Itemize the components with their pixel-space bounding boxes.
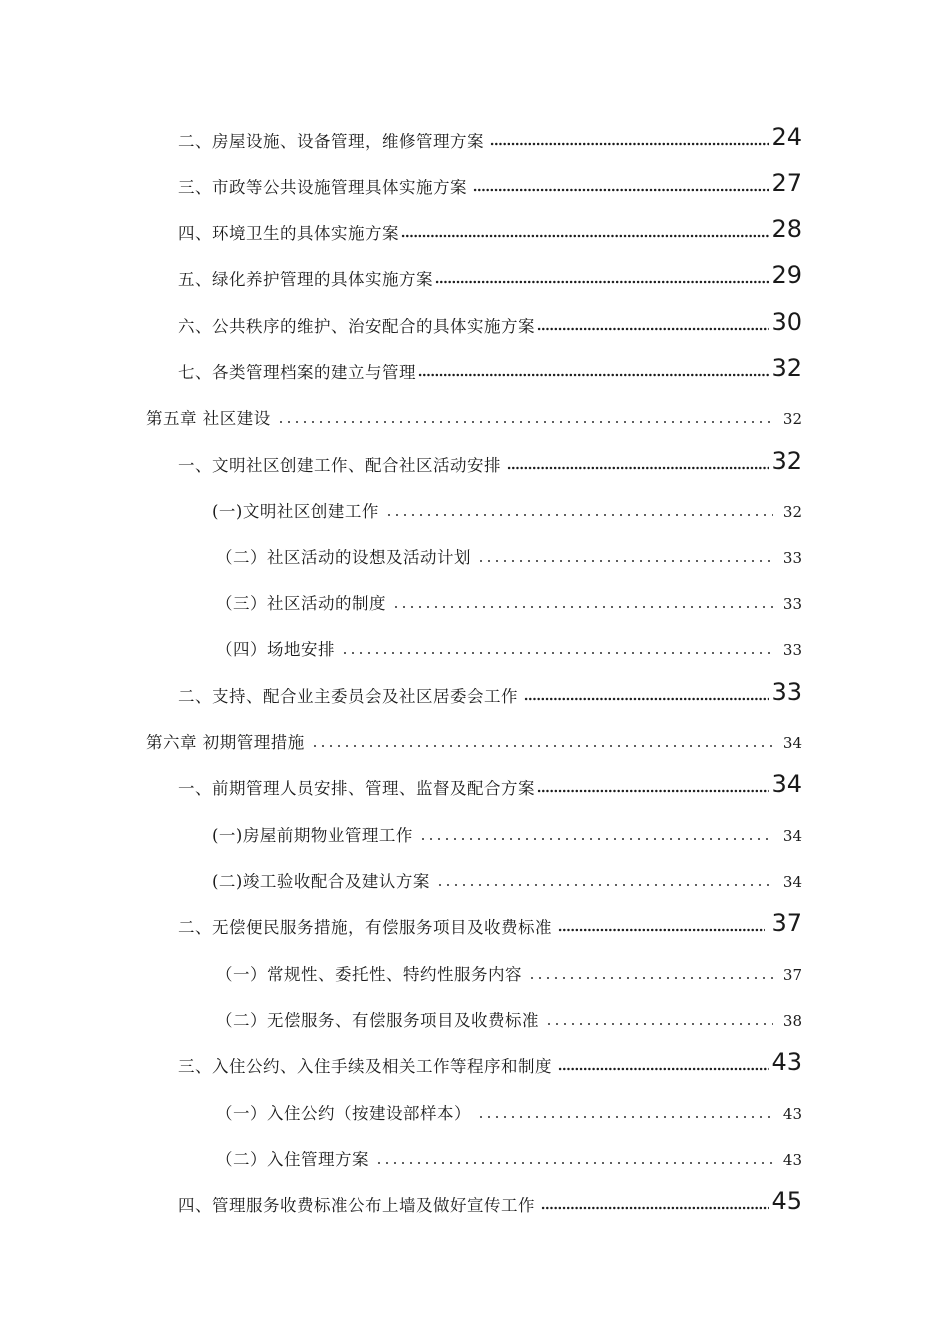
toc-entry[interactable]	[178, 212, 802, 244]
toc-page-number: 32	[771, 354, 802, 382]
toc-entry[interactable]	[178, 444, 802, 476]
toc-entry-label: （二）入住管理方案	[216, 1150, 369, 1169]
toc-subentry[interactable]	[216, 999, 802, 1031]
toc-dot-leader	[477, 1115, 773, 1119]
toc-entry[interactable]	[178, 351, 802, 383]
toc-entry-label: 三、入住公约、入住手续及相关工作等程序和制度	[178, 1057, 552, 1076]
toc-dot-leader	[541, 1206, 769, 1210]
toc-entry-label: （三）社区活动的制度	[216, 594, 386, 613]
toc-entry-label: 二、无偿便民服务措施，有偿服务项目及收费标准	[178, 918, 552, 937]
toc-page-number: 33	[782, 595, 802, 613]
toc-page-number: 43	[782, 1105, 802, 1123]
toc-subentry[interactable]	[216, 582, 802, 614]
toc-page-number: 34	[771, 770, 802, 798]
toc-page-number: 30	[771, 308, 802, 336]
toc-chapter-entry[interactable]	[146, 397, 802, 429]
toc-page-number: 37	[782, 966, 802, 984]
toc-entry-label: 七、各类管理档案的建立与管理	[178, 363, 416, 382]
toc-dot-leader	[545, 1022, 773, 1026]
toc-dot-leader	[385, 513, 773, 517]
toc-chapter-entry[interactable]	[146, 721, 802, 753]
toc-entry-label: 第五章 社区建设	[146, 409, 271, 428]
toc-entry[interactable]	[178, 120, 802, 152]
toc-dot-leader	[490, 142, 769, 146]
toc-page-number: 37	[771, 909, 802, 937]
toc-dot-leader	[435, 280, 769, 284]
toc-dot-leader	[473, 188, 769, 192]
toc-dot-leader	[528, 976, 773, 980]
toc-entry[interactable]	[178, 1184, 802, 1216]
toc-entry-label: （二）无偿服务、有偿服务项目及收费标准	[216, 1011, 539, 1030]
toc-subentry[interactable]	[212, 860, 802, 892]
toc-dot-leader	[537, 327, 769, 331]
toc-entry-label: 五、绿化养护管理的具体实施方案	[178, 270, 433, 289]
toc-dot-leader	[401, 234, 769, 238]
toc-page-number: 28	[771, 215, 802, 243]
toc-dot-leader	[418, 373, 769, 377]
toc-entry-label: （一）入住公约（按建设部样本）	[216, 1104, 471, 1123]
toc-entry-label: (二)竣工验收配合及建认方案	[212, 872, 430, 891]
toc-subentry[interactable]	[212, 490, 802, 522]
toc-dot-leader	[375, 1161, 773, 1165]
toc-dot-leader	[537, 789, 769, 793]
toc-subentry[interactable]	[212, 814, 802, 846]
toc-dot-leader	[392, 605, 773, 609]
toc-subentry[interactable]	[216, 628, 802, 660]
toc-dot-leader	[277, 420, 773, 424]
toc-page-number: 27	[771, 169, 802, 197]
toc-entry-label: （二）社区活动的设想及活动计划	[216, 548, 471, 567]
toc-page-number: 32	[782, 503, 802, 521]
toc-entry[interactable]	[178, 166, 802, 198]
toc-entry-label: 第六章 初期管理措施	[146, 733, 305, 752]
toc-dot-leader	[341, 651, 773, 655]
toc-dot-leader	[436, 883, 773, 887]
toc-dot-leader	[558, 928, 765, 932]
toc-subentry[interactable]	[216, 953, 802, 985]
toc-dot-leader	[524, 697, 769, 701]
toc-dot-leader	[558, 1067, 769, 1071]
toc-entry[interactable]	[178, 906, 802, 938]
toc-page-number: 32	[771, 447, 802, 475]
toc-entry-label: (一)文明社区创建工作	[212, 502, 379, 521]
toc-entry-label: 三、市政等公共设施管理具体实施方案	[178, 178, 467, 197]
toc-entry-label: 二、房屋设施、设备管理，维修管理方案	[178, 132, 484, 151]
toc-dot-leader	[419, 837, 773, 841]
toc-page-number: 38	[782, 1012, 802, 1030]
toc-entry[interactable]	[178, 258, 802, 290]
toc-entry-label: (一)房屋前期物业管理工作	[212, 826, 413, 845]
toc-entry[interactable]	[178, 767, 802, 799]
toc-page-number: 32	[782, 410, 802, 428]
toc-dot-leader	[477, 559, 773, 563]
toc-page-number: 29	[771, 261, 802, 289]
toc-entry[interactable]	[178, 675, 802, 707]
toc-page-number: 34	[782, 873, 802, 891]
toc-page-number: 33	[771, 678, 802, 706]
toc-entry-label: 四、管理服务收费标准公布上墙及做好宣传工作	[178, 1196, 535, 1215]
toc-dot-leader	[311, 744, 773, 748]
toc-page-number: 34	[782, 734, 802, 752]
toc-entry-label: 六、公共秩序的维护、治安配合的具体实施方案	[178, 317, 535, 336]
toc-page-number: 43	[782, 1151, 802, 1169]
toc-entry-label: 一、前期管理人员安排、管理、监督及配合方案	[178, 779, 535, 798]
toc-entry-label: （一）常规性、委托性、特约性服务内容	[216, 965, 522, 984]
toc-entry-label: 四、环境卫生的具体实施方案	[178, 224, 399, 243]
toc-page-number: 33	[782, 549, 802, 567]
toc-subentry[interactable]	[216, 1138, 802, 1170]
toc-page-number: 24	[771, 123, 802, 151]
toc-entry-label: （四）场地安排	[216, 640, 335, 659]
toc-dot-leader	[507, 466, 769, 470]
toc-entry[interactable]	[178, 1045, 802, 1077]
toc-entry-label: 二、支持、配合业主委员会及社区居委会工作	[178, 687, 518, 706]
toc-page-number: 45	[771, 1187, 802, 1215]
toc-page-number: 43	[771, 1048, 802, 1076]
toc-page-number: 34	[782, 827, 802, 845]
toc-page-number: 33	[782, 641, 802, 659]
toc-subentry[interactable]	[216, 536, 802, 568]
toc-entry-label: 一、文明社区创建工作、配合社区活动安排	[178, 456, 501, 475]
toc-subentry[interactable]	[216, 1092, 802, 1124]
toc-entry[interactable]	[178, 305, 802, 337]
